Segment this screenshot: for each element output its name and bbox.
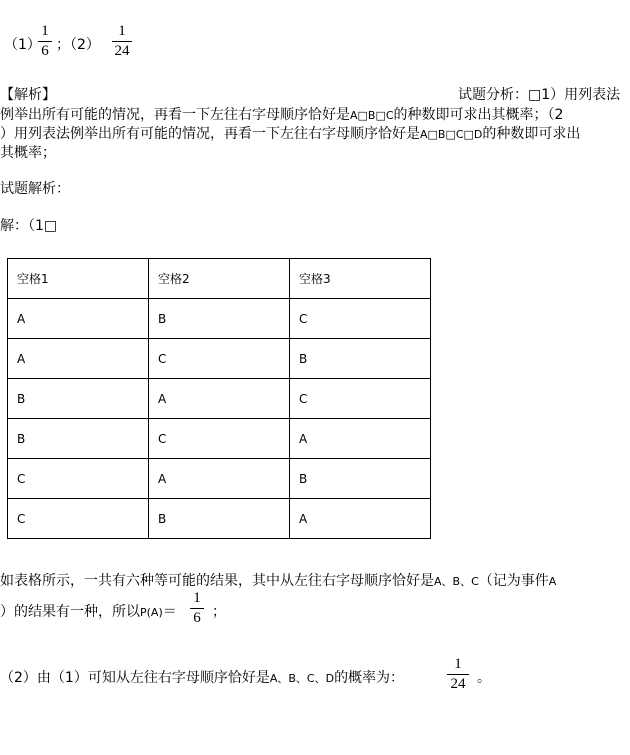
table-cell: A xyxy=(149,379,290,419)
table-header-cell: 空格3 xyxy=(290,259,431,299)
table-cell: A xyxy=(8,339,149,379)
table-cell: B xyxy=(8,379,149,419)
analysis-line-3: ）用列表法例举出所有可能的情况，再看一下左往右字母顺序恰好是A□B□C□D的种数即可求出 xyxy=(0,126,581,142)
part-2-line: （2）由（1）可知从左往右字母顺序恰好是A、B、C、D的概率为： xyxy=(0,670,405,686)
answer-1-fraction xyxy=(38,23,52,60)
answer-2-label: ；（2） xyxy=(56,37,100,53)
table-row xyxy=(8,299,431,339)
fraction-bar xyxy=(112,41,132,42)
table-cell: A xyxy=(8,299,149,339)
table-cell: A xyxy=(290,419,431,459)
answer-1-label: （1） xyxy=(4,37,41,53)
answer-2-numerator: 1 xyxy=(118,23,126,39)
table-cell: A xyxy=(290,499,431,539)
table-cell: C xyxy=(149,419,290,459)
table-cell: B xyxy=(290,459,431,499)
table-cell: B xyxy=(8,419,149,459)
table-header-cell: 空格2 xyxy=(149,259,290,299)
table-row xyxy=(8,459,431,499)
table-cell: A xyxy=(149,459,290,499)
table-row xyxy=(8,419,431,459)
fraction-bar xyxy=(447,674,469,675)
analysis-line-4: 其概率； xyxy=(0,145,56,161)
table-cell: C xyxy=(8,459,149,499)
table-header-cell: 空格1 xyxy=(8,259,149,299)
analysis-line-2: 例举出所有可能的情况，再看一下左往右字母顺序恰好是A□B□C的种数即可求出其概率；（2 xyxy=(0,107,564,123)
outcomes-table xyxy=(7,258,431,539)
table-header-row xyxy=(8,259,431,299)
table-cell: B xyxy=(149,299,290,339)
table-cell: C xyxy=(290,299,431,339)
analysis-heading: 【解析】 xyxy=(0,87,56,103)
part-2-denominator: 24 xyxy=(450,676,466,692)
probability-fraction xyxy=(190,590,204,627)
probability-denominator: 6 xyxy=(193,610,201,626)
table-row xyxy=(8,499,431,539)
probability-numerator: 1 xyxy=(193,590,201,606)
fraction-bar xyxy=(190,608,204,609)
table-row xyxy=(8,379,431,419)
table-cell: C xyxy=(149,339,290,379)
table-cell: C xyxy=(290,379,431,419)
conclusion-line-1: 如表格所示，一共有六种等可能的结果，其中从左往右字母顺序恰好是A、B、C（记为事件A xyxy=(0,573,557,589)
part-2-fraction xyxy=(447,656,469,693)
part-2-period: 。 xyxy=(477,670,491,686)
solution-part-1: 解：（1□ xyxy=(0,218,58,234)
conclusion-semicolon: ； xyxy=(212,604,226,620)
answer-2-fraction xyxy=(112,23,132,60)
conclusion-line-2: ）的结果有一种，所以P(A)＝ xyxy=(0,604,177,620)
fraction-bar xyxy=(38,41,52,42)
table-row xyxy=(8,339,431,379)
answer-1-denominator: 6 xyxy=(41,43,49,59)
answer-1-numerator: 1 xyxy=(41,23,49,39)
table-cell: C xyxy=(8,499,149,539)
table-cell: B xyxy=(290,339,431,379)
part-2-numerator: 1 xyxy=(454,656,462,672)
analysis-intro: 试题分析：□1）用列表法 xyxy=(458,87,621,103)
answer-2-denominator: 24 xyxy=(114,43,130,59)
table-cell: B xyxy=(149,499,290,539)
solution-title: 试题解析： xyxy=(0,181,70,197)
